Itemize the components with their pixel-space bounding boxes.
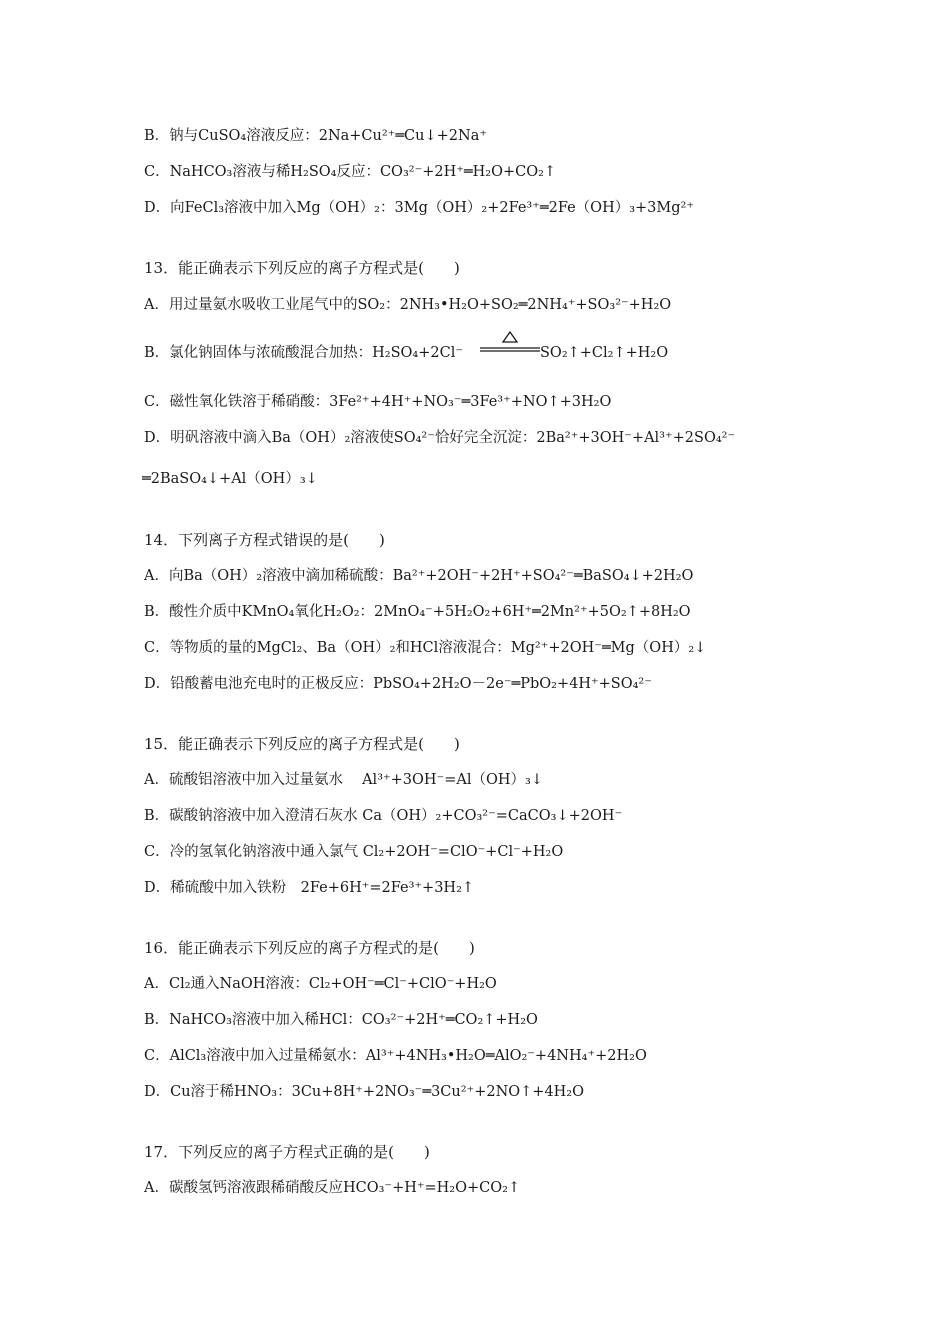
option-d-12: D．向FeCl₃溶液中加入Mg（OH）₂：3Mg（OH）₂+2Fe³⁺═2Fe（OH）₃+3Mg²⁺ (144, 200, 695, 216)
option-c-13: C．磁性氧化铁溶于稀硝酸：3Fe²⁺+4H⁺+NO₃⁻═3Fe³⁺+NO↑+3H₂O (144, 394, 612, 410)
option-d-13-cont: ═2BaSO₄↓+Al（OH）₃↓ (142, 471, 318, 487)
question-15: 15．能正确表示下列反应的离子方程式是( ) (144, 735, 460, 753)
option-c-14: C．等物质的量的MgCl₂、Ba（OH）₂和HCl溶液混合：Mg²⁺+2OH⁻═Mg（OH）₂↓ (144, 640, 707, 656)
option-a-15: A．硫酸铝溶液中加入过量氨水 Al³⁺+3OH⁻=Al（OH）₃↓ (144, 772, 543, 788)
option-a-17: A．碳酸氢钙溶液跟稀硝酸反应HCO₃⁻+H⁺=H₂O+CO₂↑ (144, 1180, 521, 1196)
option-b-13-products: SO₂↑+Cl₂↑+H₂O (540, 345, 669, 361)
option-c-16: C．AlCl₃溶液中加入过量稀氨水：Al³⁺+4NH₃•H₂O═AlO₂⁻+4NH₄⁺+2H₂O (144, 1048, 647, 1064)
option-d-15: D．稀硫酸中加入铁粉 2Fe+6H⁺=2Fe³⁺+3H₂↑ (144, 880, 475, 896)
option-c-15: C．冷的氢氧化钠溶液中通入氯气 Cl₂+2OH⁻=ClO⁻+Cl⁻+H₂O (144, 844, 564, 860)
option-b-14: B．酸性介质中KMnO₄氧化H₂O₂：2MnO₄⁻+5H₂O₂+6H⁺═2Mn²⁺+5O₂↑+8H₂O (144, 604, 691, 620)
option-a-13: A．用过量氨水吸收工业尾气中的SO₂：2NH₃•H₂O+SO₂═2NH₄⁺+SO₃²⁻+H₂O (144, 297, 672, 313)
option-c-12: C．NaHCO₃溶液与稀H₂SO₄反应：CO₃²⁻+2H⁺═H₂O+CO₂↑ (144, 164, 557, 180)
option-a-14: A．向Ba（OH）₂溶液中滴加稀硫酸：Ba²⁺+2OH⁻+2H⁺+SO₄²⁻═BaSO₄↓+2H₂O (144, 568, 694, 584)
option-b-15: B．碳酸钠溶液中加入澄清石灰水 Ca（OH）₂+CO₃²⁻=CaCO₃↓+2OH⁻ (144, 808, 623, 824)
heating-equals-sign (480, 331, 540, 357)
question-16: 16．能正确表示下列反应的离子方程式的是( ) (144, 939, 475, 957)
option-b-13: B．氯化钠固体与浓硫酸混合加热：H₂SO₄+2Cl⁻ (144, 345, 464, 361)
question-17: 17．下列反应的离子方程式正确的是( ) (144, 1143, 430, 1161)
option-b-12: B．钠与CuSO₄溶液反应：2Na+Cu²⁺═Cu↓+2Na⁺ (144, 128, 488, 144)
option-d-16: D．Cu溶于稀HNO₃：3Cu+8H⁺+2NO₃⁻═3Cu²⁺+2NO↑+4H₂O (144, 1084, 585, 1100)
question-13: 13．能正确表示下列反应的离子方程式是( ) (144, 259, 460, 277)
option-a-16: A．Cl₂通入NaOH溶液：Cl₂+OH⁻═Cl⁻+ClO⁻+H₂O (144, 976, 497, 992)
option-d-13: D．明矾溶液中滴入Ba（OH）₂溶液使SO₄²⁻恰好完全沉淀：2Ba²⁺+3OH⁻+Al³⁺+2SO₄²⁻ (144, 430, 736, 446)
option-b-16: B．NaHCO₃溶液中加入稀HCl：CO₃²⁻+2H⁺═CO₂↑+H₂O (144, 1012, 538, 1028)
question-14: 14．下列离子方程式错误的是( ) (144, 531, 385, 549)
option-d-14: D．铅酸蓄电池充电时的正极反应：PbSO₄+2H₂O－2e⁻═PbO₂+4H⁺+SO₄²⁻ (144, 676, 652, 692)
